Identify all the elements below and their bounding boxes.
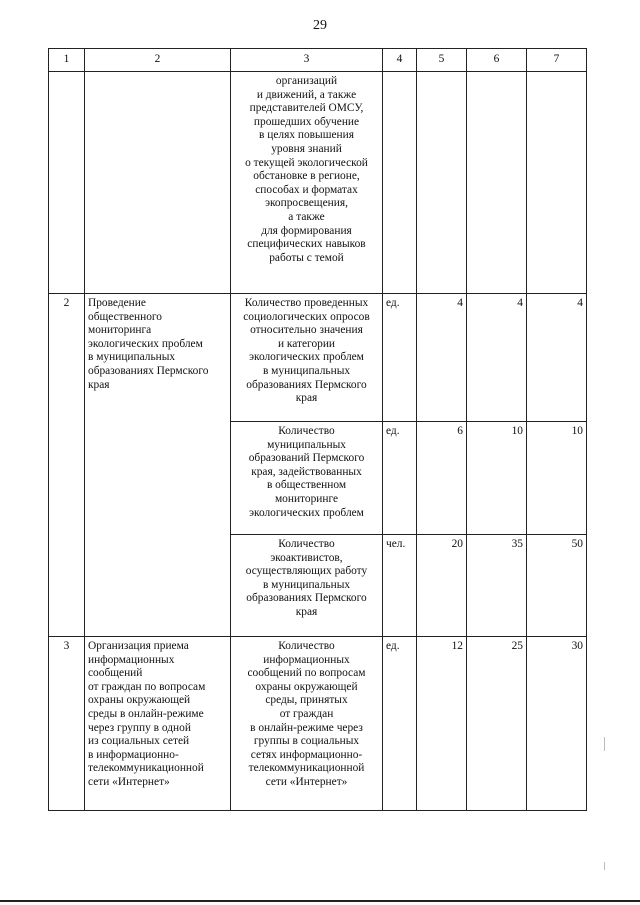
table-row-3 [49,637,587,811]
value-cell: 10 [467,422,527,535]
column-number-3: 3 [231,49,383,72]
scan-mark [604,862,605,870]
scan-mark [604,737,605,751]
indicator-cell: организаций и движений, а также представителей ОМСУ, прошедших обучение в целях повышения уровня знаний о текущей экологической обстановке в регионе, способах и форматах экопросвещения, а также для формирования специфических навыков работы с темой [231,72,383,294]
event-cell: Проведение общественного мониторинга экологических проблем в муниципальных образованиях Пермского края [85,294,231,637]
unit-cell: ед. [383,422,417,535]
table-header-row [49,49,587,72]
value-cell [417,72,467,294]
indicator-cell: Количество информационных сообщений по вопросам охраны окружающей среды, принятых от граждан в онлайн-режиме через группы в социальных сетях информационно- телекоммуникационной сети «Интернет» [231,637,383,811]
row-number-cell [49,72,85,294]
row-number-cell: 2 [49,294,85,637]
value-cell: 4 [527,294,587,422]
value-cell: 20 [417,535,467,637]
indicator-cell: Количество проведенных социологических опросов относительно значения и категории экологических проблем в муниципальных образованиях Пермского края [231,294,383,422]
column-number-1: 1 [49,49,85,72]
unit-cell: ед. [383,637,417,811]
event-cell: Организация приема информационных сообщений от граждан по вопросам охраны окружающей среды в онлайн-режиме через группу в одной из социальных сетей в информационно- телекоммуникационной сети «Интернет» [85,637,231,811]
value-cell: 12 [417,637,467,811]
value-cell: 50 [527,535,587,637]
value-cell: 30 [527,637,587,811]
unit-cell: чел. [383,535,417,637]
value-cell: 6 [417,422,467,535]
table-row-2a [49,294,587,422]
page-number: 29 [313,18,327,33]
column-number-5: 5 [417,49,467,72]
row-number-cell: 3 [49,637,85,811]
value-cell: 4 [467,294,527,422]
value-cell [467,72,527,294]
value-cell [527,72,587,294]
unit-cell [383,72,417,294]
value-cell: 35 [467,535,527,637]
column-number-4: 4 [383,49,417,72]
value-cell: 4 [417,294,467,422]
column-number-2: 2 [85,49,231,72]
event-cell [85,72,231,294]
indicator-cell: Количество муниципальных образований Пермского края, задействованных в общественном мониторинге экологических проблем [231,422,383,535]
indicator-cell: Количество экоактивистов, осуществляющих работу в муниципальных образованиях Пермского края [231,535,383,637]
column-number-7: 7 [527,49,587,72]
program-table [48,48,587,811]
unit-cell: ед. [383,294,417,422]
table-row-continuation [49,72,587,294]
value-cell: 10 [527,422,587,535]
column-number-6: 6 [467,49,527,72]
value-cell: 25 [467,637,527,811]
scan-edge-line [0,900,640,902]
